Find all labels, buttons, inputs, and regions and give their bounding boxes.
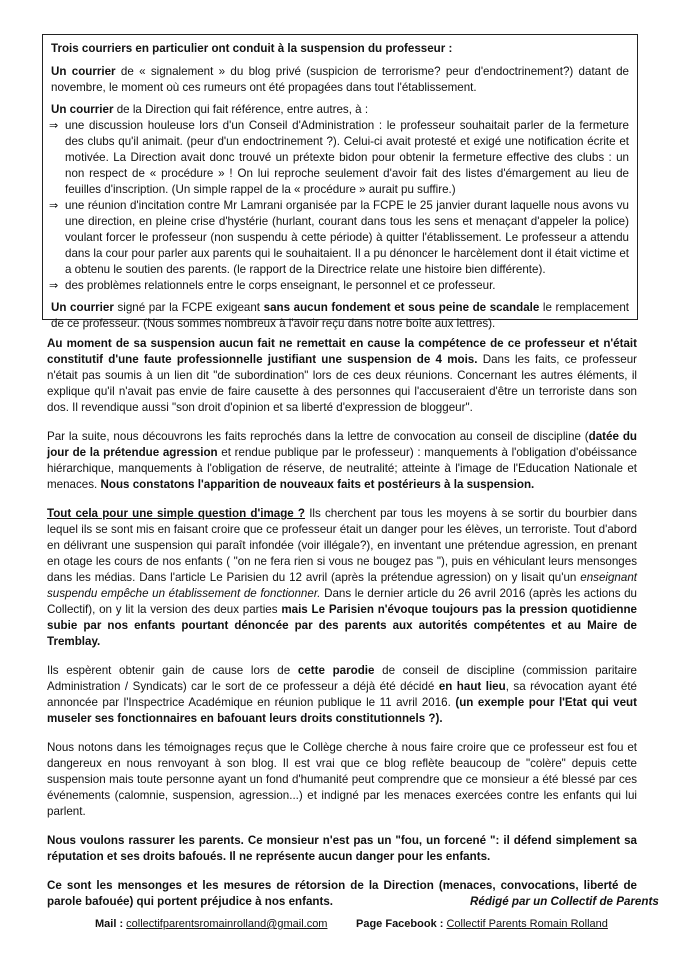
credit: Rédigé par un Collectif de Parents [470, 895, 659, 908]
letter-2-points [51, 118, 629, 294]
arrow-icon: ⇒ [49, 120, 59, 132]
arrow-icon: ⇒ [49, 280, 59, 292]
mail-link[interactable]: collectifparentsromainrolland@gmail.com [126, 918, 328, 930]
box-title: Trois courriers en particulier ont conduit à la suspension du professeur : [51, 42, 453, 55]
paragraph-parodie: Ils espèrent obtenir gain de cause lors de cette parodie de conseil de discipline (commission paritaire Administration / Syndicats) car le sort de ce professeur a déjà été décidé en haut lieu, sa révocation ayant été annoncée par l'Inspectrice Académique en réunion publique le 11 avril 2016. (un exemple pour l'Etat qui veut museler ses fonctionnaires en bafouant leurs droits constitutionnels ?). [47, 664, 637, 725]
letter-3: Un courrier signé par la FCPE exigeant sans aucun fondement et sous peine de scandale le remplacement de ce professeur. (Nous sommes nombreux à l'avoir reçu dans notre boîte aux lettres). [51, 301, 629, 330]
paragraph-suspension: Au moment de sa suspension aucun fait ne remettait en cause la compétence de ce professeur et n'était constitutif d'une faute professionnelle justifiant une suspension de 4 mois. Dans les faits, ce professeur n'était pas soumis à un lien dit "de subordination" lors de ces deux réunions. Concernant les autres éléments, il explique qu'il n'avait pas envie de faire causette à des personnes qui l'accuseraient d'être un terroriste dans son dos. Il revendique aussi "son droit d'opinion et sa liberté d'expression de bloggeur". [47, 337, 637, 414]
footer-facebook: Page Facebook : Collectif Parents Romain Rolland [356, 918, 608, 930]
letter-1: Un courrier de « signalement » du blog privé (suspicion de terrorisme? peur d'endoctrinement?) datant de novembre, le moment où ces rumeurs ont été propagées dans tout l'établissement. [51, 65, 629, 94]
list-item: ⇒ une discussion houleuse lors d'un Conseil d'Administration : le professeur souhaitait parler de la fermeture des clubs qu'il animait. (peur d'un endoctrinement ?). Celui-ci avait protesté et exigé une notification écrite et motivée. La Direction avait donc trouvé un prétexte bidon pour obtenir la fermeture effective des clubs : un non respect de « procédure » ! On lui reproche seulement d'avoir fait des listes d'émargement au lieu de feuilles d'inscription. (Un simple rappel de la « procédure » aurait pu suffire.) [49, 119, 629, 196]
paragraph-temoignages: Nous notons dans les témoignages reçus que le Collège cherche à nous faire croire que ce professeur est fou et dangereux en nous renvoyant à son blog. Il est vrai que ce blog reflète beaucoup de "colère" depuis cette suspension mais toute personne ayant un fond d'humanité peut comprendre que ce monsieur a été blessé par ces événements (calomnie, suspension, agression...) et indigné par les menaces exercées contre les enfants qui lui parlent. [47, 741, 637, 818]
paragraph-rassurer: Nous voulons rassurer les parents. Ce monsieur n'est pas un "fou, un forcené ": il défend simplement sa réputation et ses droits bafoués. Il ne représente aucun danger pour les enfants. [47, 834, 637, 863]
letters-box [42, 34, 638, 330]
paragraph-convocation: Par la suite, nous découvrons les faits reprochés dans la lettre de convocation au conseil de discipline (datée du jour de la prétendue agression et rendue publique par le professeur) : manquements à l'obligation d'obéissance hiérarchique, manquements à l'obligation de réserve, de neutralité; atteinte à l'image de l'Education Nationale et menaces. Nous constatons l'apparition de nouveaux faits et postérieurs à la suspension. [47, 430, 637, 491]
facebook-link[interactable]: Collectif Parents Romain Rolland [446, 918, 608, 930]
list-item: ⇒ des problèmes relationnels entre le corps enseignant, le personnel et ce professeur. [49, 279, 496, 292]
paragraph-image: Tout cela pour une simple question d'image ? Ils cherchent par tous les moyens à se sortir du bourbier dans lequel ils se sont mis en faisant croire que ce professeur était un danger pour les élèves, un terroriste. Tout d'abord en délivrant une suspension qui paraît infondée (voir illégale?), en inventant une prétendue agression, en prenant en otage les cours de nos enfants ( "on ne fera rien si vous ne bougez pas "), puis en véhiculant leurs mensonges dans les médias. Dans l'article Le Parisien du 12 avril (après la prétendue agression) on y lisait qu'un enseignant suspendu empêche un établissement de fonctionner. Dans le dernier article du 26 avril 2016 (après les actions du Collectif), on y lit la version des deux parties mais Le Parisien n'évoque toujours pas la pression quotidienne subie par nos enfants pourtant dénoncée par des parents aux autorités compétentes et au Maire de Tremblay. [47, 507, 637, 648]
arrow-icon: ⇒ [49, 200, 59, 212]
list-item: ⇒ une réunion d'incitation contre Mr Lamrani organisée par la FCPE le 25 janvier durant laquelle nous avons vu une direction, en pleine crise d'hystérie (hurlant, courant dans tous les sens et menaçant d'appeler la police) voulant forcer le professeur (non suspendu à cette période) à quitter l'établissement. Le professeur a attendu dans la cour pour parler aux parents qui le souhaitaient. Il a pu dénoncer le harcèlement dont il était victime et a obtenu le soutien des parents. (le rapport de la Directrice relate une histoire bien différente). [49, 199, 629, 276]
paragraph-mensonges: Ce sont les mensonges et les mesures de rétorsion de la Direction (menaces, convocations, liberté de parole bafouée) qui portent préjudice à nos enfants. [47, 879, 637, 908]
footer-mail: Mail : collectifparentsromainrolland@gmail.com [95, 918, 328, 930]
letter-2: Un courrier de la Direction qui fait référence, entre autres, à : [51, 103, 369, 116]
main-text [47, 336, 637, 910]
